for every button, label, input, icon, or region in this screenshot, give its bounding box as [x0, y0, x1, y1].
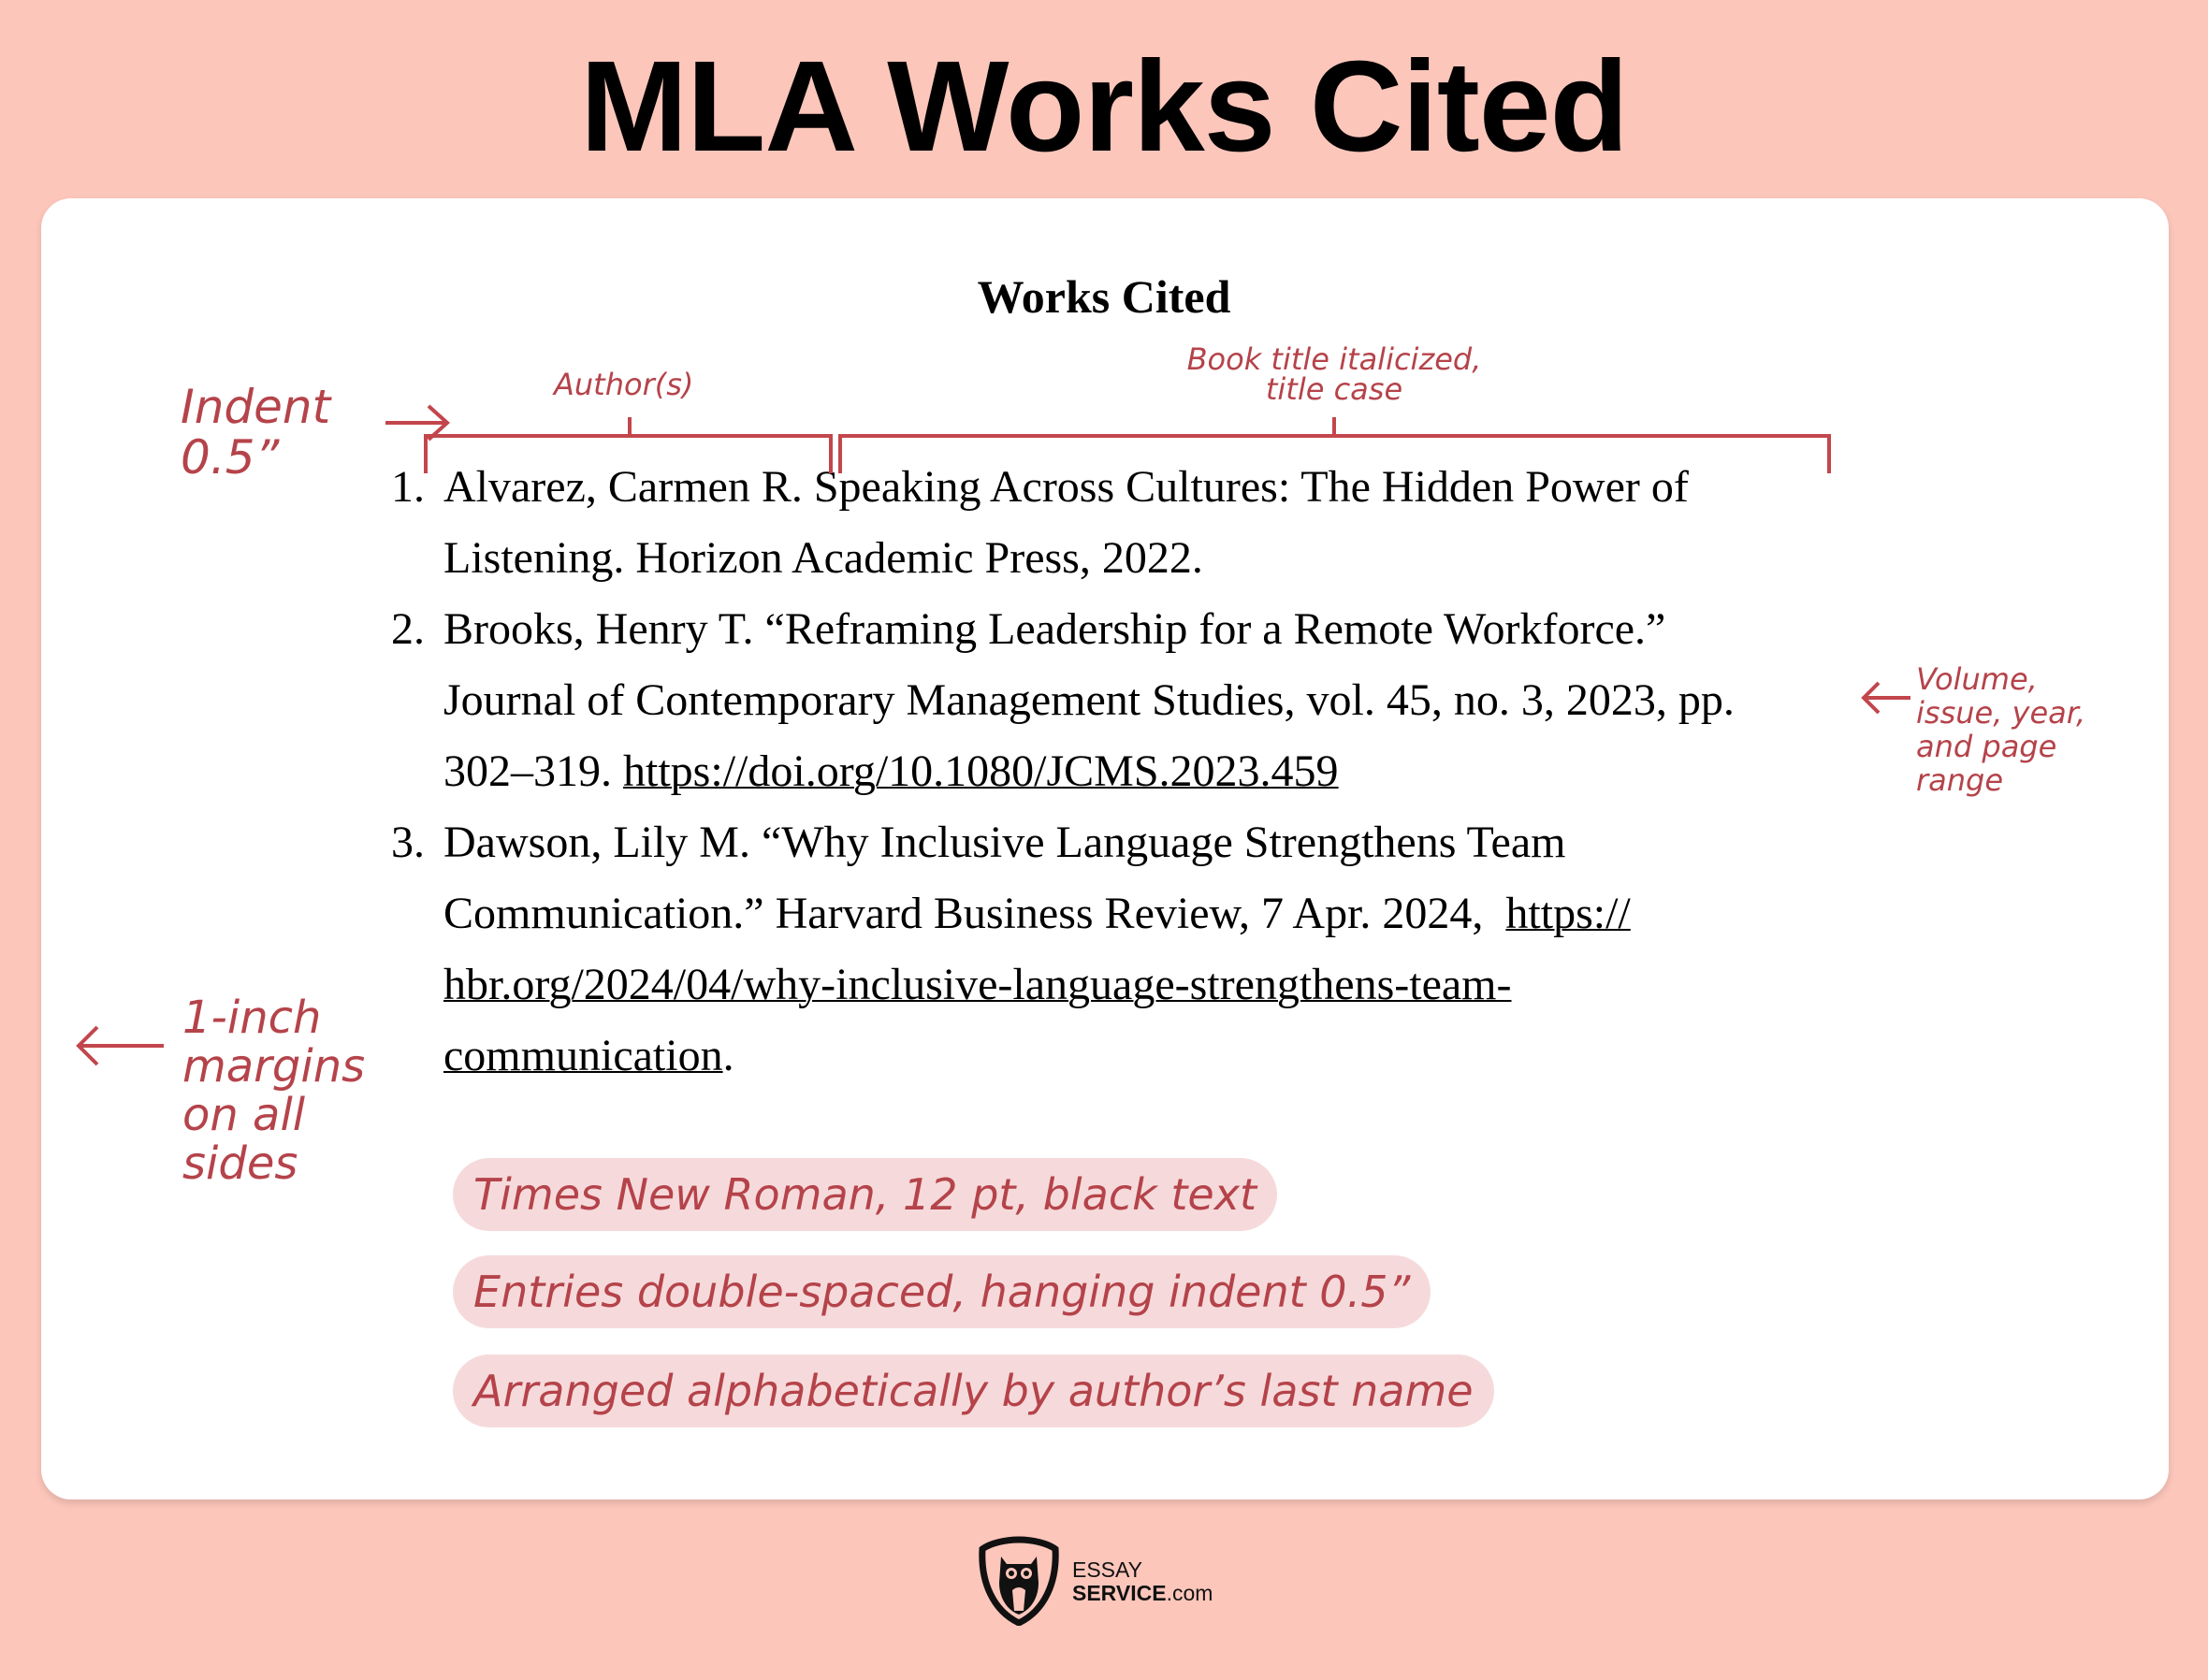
book-title-annotation: [1147, 341, 1521, 407]
entry-number: 1.: [391, 462, 425, 512]
entry-text: .: [722, 1031, 734, 1080]
logo-text: ESSAY: [1072, 1557, 1142, 1582]
margins-annotation: [182, 993, 365, 1188]
author-bracket: [426, 417, 831, 473]
note-pill-order: Arranged alphabetically by author’s last name: [453, 1354, 1494, 1427]
indent-annotation: [181, 382, 330, 483]
annotation-text: issue, year,: [1916, 695, 2086, 731]
annotation-text: sides: [182, 1137, 298, 1190]
volume-annotation: [1916, 662, 2085, 797]
volume-arrow-icon: [1864, 683, 1910, 713]
logo-text-bold: SERVICE: [1072, 1581, 1167, 1605]
authors-annotation: Author(s): [554, 367, 694, 402]
hbr-link[interactable]: communication: [443, 1031, 723, 1080]
annotation-text: 1-inch: [182, 992, 322, 1044]
logo-text-suffix: .com: [1166, 1581, 1213, 1605]
entry-text: Communication.” Harvard Business Review, 7 Apr. 2024,: [443, 889, 1506, 938]
margin-arrow-icon: [79, 1027, 164, 1064]
annotation-text: Volume,: [1916, 661, 2038, 697]
entry-line: Dawson, Lily M. “Why Inclusive Language Strengthens Team: [443, 818, 1566, 867]
owl-shield-logo-icon: [977, 1536, 1061, 1626]
doi-link[interactable]: https://doi.org/10.1080/JCMS.2023.459: [623, 746, 1339, 796]
note-pill-spacing: Entries double-spaced, hanging indent 0.5”: [453, 1255, 1431, 1328]
annotation-text: Book title italicized,: [1186, 341, 1482, 377]
entry-line: Alvarez, Carmen R. Speaking Across Cultures: The Hidden Power of: [443, 462, 1689, 512]
annotation-text: title case: [1265, 371, 1403, 407]
note-pill-font: Times New Roman, 12 pt, black text: [453, 1158, 1277, 1231]
entry-line: Journal of Contemporary Management Studies, vol. 45, no. 3, 2023, pp.: [443, 675, 1735, 725]
entry-number: 2.: [391, 604, 425, 654]
annotation-text: and page: [1916, 729, 2057, 764]
logo-text: [1072, 1581, 1213, 1606]
page-title: MLA Works Cited: [580, 35, 1628, 179]
annotation-text: on all: [182, 1089, 306, 1141]
entry-line: Brooks, Henry T. “Reframing Leadership for a Remote Workforce.”: [443, 604, 1666, 654]
annotation-text: range: [1916, 762, 2004, 798]
annotation-text: 0.5”: [181, 430, 280, 485]
annotation-text: margins: [182, 1040, 366, 1093]
entry-text: 302–319.: [443, 746, 623, 796]
entry-line: Listening. Horizon Academic Press, 2022.: [443, 533, 1203, 583]
annotation-text: Indent: [181, 380, 331, 434]
works-cited-heading: Works Cited: [977, 270, 1231, 323]
hbr-link[interactable]: hbr.org/2024/04/why-inclusive-language-strengthens-team-: [443, 960, 1512, 1009]
hbr-link[interactable]: https://: [1505, 889, 1631, 938]
title-bracket: [840, 417, 1829, 473]
entry-number: 3.: [391, 818, 425, 867]
